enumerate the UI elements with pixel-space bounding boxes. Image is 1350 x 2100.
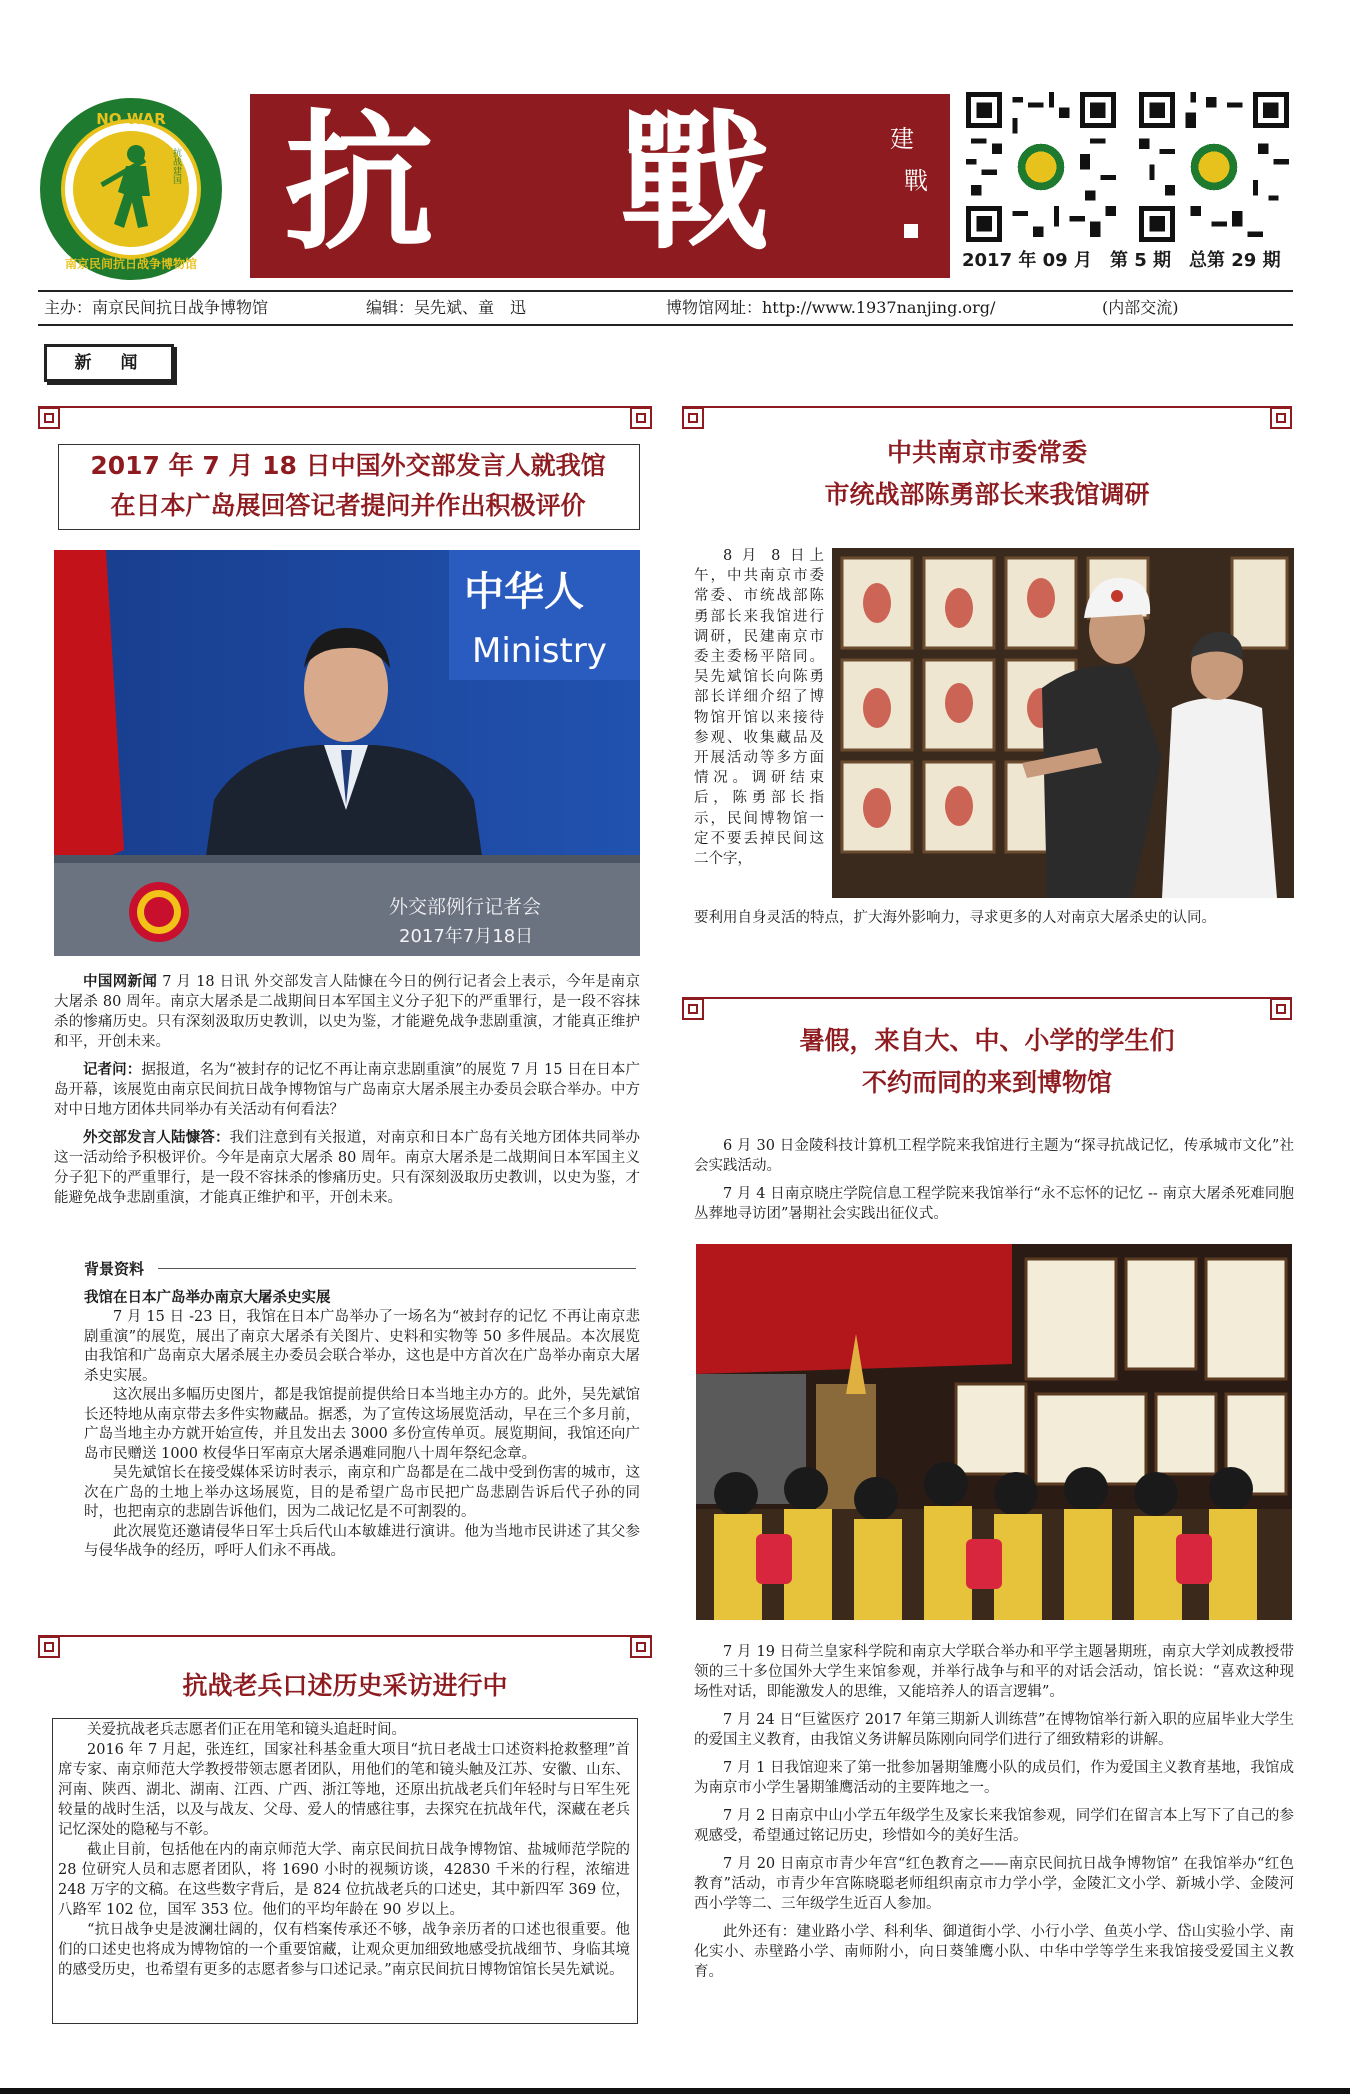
article3-p7: 7 月 20 日南京市青少年宫“红色教育之——南京民间抗日战争博物馆” 在我馆举办“红色教育”活动，市青少年宫陈晓聪老师组织南京市力学小学，金陵汇文小学、新城小学、金陵河西小学等二、三年级学生近百人参加。 (694, 1856, 1294, 1912)
internal-note: (内部交流) (1102, 298, 1179, 317)
article4-p1: 关爱抗战老兵志愿者们正在用笔和镜头追赶时间。 (87, 1722, 406, 1738)
seal-char-1: 建 (890, 125, 914, 153)
bg-p3: 吴先斌馆长在接受媒体采访时表示，南京和广岛都是在二战中受到伤害的城市，这次在广岛的土地上举办这场展览，目的是希望广岛市民把广岛悲剧告诉后代子孙的同时，也把南京的悲剧告诉他们，因为二战记忆是不可割裂的。 (84, 1465, 640, 1520)
bg-p1: 7 月 15 日 -23 日，我馆在日本广岛举办了一场名为“被封存的记忆 不再让南京悲剧重演”的展览，展出了南京大屠杀有关图片、史料和实物等 50 多件展品。本次展览由我馆和广岛南京大屠杀展主办委员会联合举办，这也是中方首次在广岛举办南京大屠杀史实展。 (84, 1309, 640, 1384)
photo-sign-en: Ministry (472, 631, 607, 671)
article1-p1: 中国网新闻 7 月 18 日讯 外交部发言人陆慷在今日的例行记者会上表示，今年是南京大屠杀 80 周年。南京大屠杀是二战期间日本军国主义分子犯下的严重罪行，是一段不容抹杀的惨痛历史。只有深刻汲取历史教训，以史为鉴，才能避免战争悲剧重演，才能真正维护和平，开创未来。 (54, 973, 640, 1050)
article3-p4: 7 月 24 日“巨鲨医疗 2017 年第三期新人训练营”在博物馆举行新入职的应届毕业大学生的爱国主义教育，由我馆义务讲解员陈刚向同学们进行了细致精彩的讲解。 (694, 1712, 1294, 1748)
bottom-rule (0, 2088, 1350, 2094)
host-text: 主办：南京民间抗日战争博物馆 (44, 298, 269, 317)
photo-caption-line2: 2017年7月18日 (399, 926, 534, 947)
corner-ornament (630, 1636, 652, 1658)
article3-headline-line1: 暑假，来自大、中、小学的学生们 (799, 1026, 1175, 1055)
article3-headline-line2: 不约而同的来到博物馆 (861, 1068, 1112, 1097)
article3-p2: 7 月 4 日南京晓庄学院信息工程学院来我馆举行“永不忘怀的记忆 -- 南京大屠杀死难同胞丛葬地寻访团”暑期社会实践出征仪式。 (694, 1186, 1294, 1222)
logo-ring-text: 南京民间抗日战争博物馆 (64, 257, 198, 271)
museum-logo (38, 96, 224, 282)
website-link[interactable]: 博物馆网址：http://www.1937nanjing.org/ (666, 298, 996, 317)
editors-text: 编辑：吴先斌、童 迅 (366, 298, 527, 317)
article1-p3: 外交部发言人陆慷答：我们注意到有关报道，对南京和日本广岛有关地方团体共同举办这一活动给予积极评价。今年是南京大屠杀 80 周年。南京大屠杀是二战期间日本军国主义分子犯下的严重罪行，是一段不容抹杀的惨痛历史。只有深刻汲取历史教训，以史为鉴，才能避免战争悲剧重演，才能真正维护和平，开创未来。 (54, 1129, 641, 1206)
issue-line: 2017 年 09 月 第 5 期 总第 29 期 (962, 250, 1281, 271)
article1-headline (58, 446, 638, 526)
article1-p2: 记者问：据报道，名为“被封存的记忆不再让南京悲剧重演”的展览 7 月 15 日在日本广岛开幕，该展览由南京民间抗日战争博物馆与广岛南京大屠杀展主办委员会联合举办。中方对中日地方团体共同举办有关活动有何看法？ (54, 1061, 641, 1118)
logo-side-text: 抗战建国 (171, 148, 181, 184)
background-rule (158, 1268, 636, 1269)
background-label: 背景资料 (84, 1260, 145, 1278)
article3-p8: 此外还有：建业路小学、科利华、御道街小学、小行小学、鱼英小学、岱山实验小学、南化实小、赤壁路小学、南师附小，向日葵雏鹰小队、中华中学等学生来我馆接受爱国主义教育。 (694, 1924, 1294, 1980)
bg-p4: 此次展览还邀请侵华日军士兵后代山本敏雄进行演讲。他为当地市民讲述了其父参与侵华战争的经历，呼吁人们永不再战。 (84, 1523, 640, 1559)
article4-body (58, 1720, 630, 1980)
article2-headline (682, 432, 1292, 516)
frame-line (682, 997, 1292, 999)
photo-sign-cn: 中华人 (464, 569, 584, 615)
article3-p5: 7 月 1 日我馆迎来了第一批参加暑期雏鹰小队的成员们，作为爱国主义教育基地，我馆成为南京市小学生暑期雏鹰活动的主要阵地之一。 (694, 1760, 1294, 1796)
seal-char-2: 戰 (904, 167, 928, 195)
article2-headline-line1: 中共南京市委常委 (886, 438, 1087, 467)
article2-headline-line2: 市统战部陈勇部长来我馆调研 (824, 480, 1150, 509)
visit-photo (832, 548, 1294, 898)
title-char-zhan: 戰 (620, 95, 771, 271)
article1-body (54, 972, 640, 1216)
frame-line (682, 406, 1292, 408)
article1-headline-line1: 2017 年 7 月 18 日中国外交部发言人就我馆 (90, 451, 606, 480)
qr-code-2-icon[interactable] (1135, 92, 1293, 242)
article3-headline (682, 1020, 1292, 1104)
article4-headline: 抗战老兵口述历史采访进行中 (182, 1671, 508, 1700)
corner-ornament (1270, 998, 1292, 1020)
corner-ornament (682, 998, 704, 1020)
bg-p2: 这次展出多幅历史图片，都是我馆提前提供给日本当地主办方的。此外，吴先斌馆长还特地从南京带去多件实物藏品。据悉，为了宣传这场展览活动，早在三个多月前，广岛当地主办方就开始宣传，并且发出去 3000 多份宣传单页。展览期间，我馆还向广岛市民赠送 1000 枚侵华日军南京大屠杀遇难同胞八十周年祭纪念章。 (84, 1387, 640, 1462)
corner-ornament (682, 407, 704, 429)
corner-ornament (1270, 407, 1292, 429)
article3-p1: 6 月 30 日金陵科技计算机工程学院来我馆进行主题为“探寻抗战记忆，传承城市文化”社会实践活动。 (694, 1138, 1294, 1174)
article3-body-top (694, 1136, 1294, 1232)
article1-headline-line2: 在日本广岛展回答记者提问并作出积极评价 (110, 491, 586, 520)
frame-line (38, 406, 652, 408)
corner-ornament (38, 407, 60, 429)
background-title: 我馆在日本广岛举办南京大屠杀史实展 (84, 1289, 331, 1306)
frame-line (38, 1635, 652, 1637)
press-conference-photo (54, 550, 640, 956)
article4-p2: 2016 年 7 月起，张连红，国家社科基金重大项目“抗日老战士口述资料抢救整理”首席专家、南京师范大学教授带领志愿者团队，用他们的笔和镜头触及江苏、安徽、山东、河南、陕西、湖北、湖南、江西、广西、浙江等地，还原出抗战老兵们年轻时与日军生死较量的战时生活，以及与战友、父母、爱人的情感往事，去探究在抗战年代，深藏在老兵记忆深处的隐秘与不彰。 (58, 1742, 630, 1838)
article2-bottom-text: 要利用自身灵活的特点，扩大海外影响力，寻求更多的人对南京大屠杀史的认同。 (694, 910, 1216, 926)
students-visit-photo (696, 1244, 1292, 1620)
red-seal-stamp (904, 224, 918, 238)
article3-p3: 7 月 19 日荷兰皇家科学院和南京大学联合举办和平学主题暑期班，南京大学刘成教授带领的三十多位国外大学生来馆参观，并举行战争与和平的对话会活动，馆长说：“喜欢这种现场性对话，即能激发人的思维，又能培养人的语言逻辑”。 (694, 1644, 1294, 1700)
photo-caption-line1: 外交部例行记者会 (389, 896, 542, 918)
article4-p4: “抗日战争史是波澜壮阔的，仅有档案传承还不够，战争亲历者的口述也很重要。他们的口述史也将成为博物馆的一个重要馆藏，让观众更加细致地感受抗战细节、身临其境的感受历史，也希望有更多的志愿者参与口述记录。”南京民间抗日博物馆馆长吴先斌说。 (58, 1922, 630, 1978)
qr-code-1-icon[interactable] (962, 92, 1120, 242)
title-char-kang: 抗 (284, 95, 435, 271)
background-body (84, 1308, 640, 1562)
corner-ornament (38, 1636, 60, 1658)
info-bar (38, 290, 1293, 326)
article3-body-bottom (694, 1642, 1294, 1990)
article4-p3: 截止目前，包括他在内的南京师范大学、南京民间抗日战争博物馆、盐城师范学院的 28 位研究人员和志愿者团队，将 1690 小时的视频访谈，42830 千米的行程，浓缩进 248 万字的文稿。在这些数字背后，是 824 位抗战老兵的口述史，其中新四军 369 位，八路军 102 位，国军 353 位。他们的平均年龄在 90 岁以上。 (58, 1842, 630, 1918)
title-banner (250, 94, 950, 278)
section-tag-news: 新 闻 (44, 344, 174, 382)
logo-top-text: NO WAR (96, 110, 166, 128)
article2-side-text: 8 月 8 日上午，中共南京市委常委、市统战部陈勇部长来我馆进行调研，民建南京市委主委杨平陪同。吴先斌馆长向陈勇部长详细介绍了博物馆开馆以来接待参观、收集藏品及开展活动等多方面情况。调研结束后，陈勇部长指示，民间博物馆一定不要丢掉民间这二个字， (694, 548, 824, 868)
article3-p6: 7 月 2 日南京中山小学五年级学生及家长来我馆参观，同学们在留言本上写下了自己的参观感受，希望通过铭记历史，珍惜如今的美好生活。 (694, 1808, 1294, 1844)
corner-ornament (630, 407, 652, 429)
